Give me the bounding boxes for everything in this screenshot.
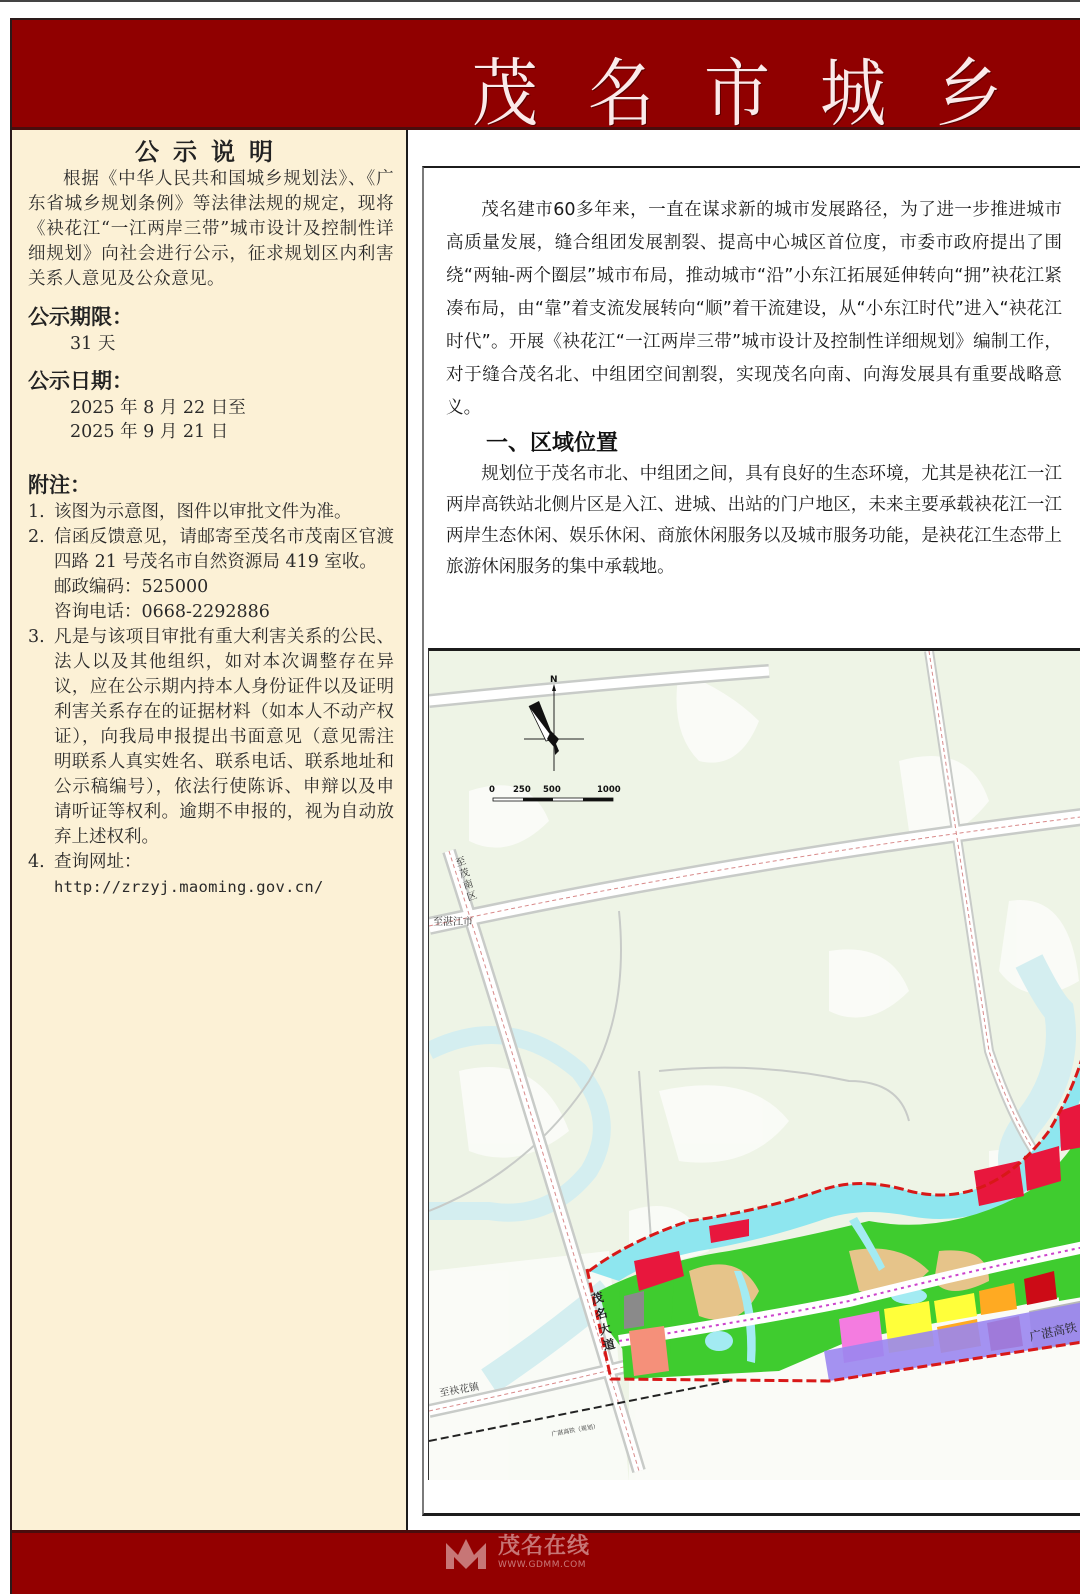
- label-railway: 广湛高铁（规划）: [550, 1422, 600, 1439]
- notice-sidebar: [12, 130, 408, 1530]
- note-body: [54, 525, 394, 625]
- period-label: 公示期限：: [28, 305, 133, 329]
- poster-header: [12, 20, 1080, 130]
- scale-bar: [493, 798, 613, 801]
- notice-title: 公示说明: [135, 138, 287, 166]
- watermark-text: [498, 1535, 590, 1571]
- notice-intro: 根据《中华人民共和国城乡规划法》、《广东省城乡规划条例》等法律法规的规定，现将《袂花江“一江两岸三带”城市设计及控制性详细规划》向社会进行公示，征求规划区内利害关系人意见及公众意见。: [28, 169, 394, 289]
- content-box: [422, 166, 1080, 1516]
- public-block: [629, 1326, 669, 1376]
- map-graphic: [429, 651, 1080, 1480]
- label-to-maonan: 至茂南区: [451, 855, 478, 905]
- note-item: [28, 500, 394, 525]
- scale-tick-label: 1000: [597, 785, 621, 795]
- top-strip: [0, 0, 1080, 18]
- note-item: [28, 525, 394, 625]
- note-body: [54, 850, 394, 900]
- date-to: 2025 年 9 月 21 日: [70, 422, 229, 442]
- phone-number: 咨询电话：0668-2292886: [54, 602, 270, 622]
- north-label: N: [550, 675, 558, 685]
- date-from: 2025 年 8 月 22 日至: [70, 398, 246, 418]
- content-text: [446, 194, 1062, 583]
- label-maoming-avenue: 茂名大道: [588, 1290, 618, 1356]
- scale-tick-label: 250: [513, 785, 531, 795]
- note-item: [28, 850, 394, 900]
- scale-tick-label: 500: [543, 785, 561, 795]
- label-to-zhanjiang: 至湛江市: [433, 917, 473, 928]
- period-value: 31 天: [70, 334, 116, 354]
- watermark: [442, 1533, 590, 1573]
- label-to-meihua: 至袂花镇: [438, 1381, 480, 1400]
- section-title: 一、区域位置: [486, 431, 619, 456]
- note-number: 2.: [28, 527, 45, 547]
- note-text: 信函反馈意见，请邮寄至茂名市茂南区官渡四路 21 号茂名市自然资源局 419 室收。: [54, 527, 394, 572]
- watermark-url: WWW.GDMM.COM: [498, 1560, 586, 1570]
- poster-frame: [10, 18, 1080, 1594]
- note-text: 凡是与该项目审批有重大利害关系的公民、法人以及其他组织，如对本次调整存在异议，应在公示期内持本人身份证件以及证明利害关系存在的证据材料（如本人不动产权证），向我局申报提出书面意见（意见需注明联系人真实姓名、联系电话、联系地址和公示稿编号），依法行使陈诉、申辩以及申请听证等权利。逾期不申报的，视为自动放弃上述权利。: [54, 627, 394, 847]
- notes-label: 附注：: [28, 473, 91, 497]
- dates-label: 公示日期：: [28, 369, 133, 393]
- note-number: 1.: [28, 502, 45, 522]
- watermark-cn: 茂名在线: [498, 1534, 591, 1559]
- note-item: [28, 625, 394, 850]
- note-number: 3.: [28, 627, 45, 647]
- intro-paragraph: 茂名建市60多年来，一直在谋求新的城市发展路径，为了进一步推进城市高质量发展，缝合组团发展割裂、提高中心城区首位度，市委市政府提出了围绕“两轴-两个圈层”城市布局，推动城市“沿”小东江拓展延伸转向“拥”袂花江紧凑布局，由“靠”着支流发展转向“顺”着干流建设，从“小东江时代”进入“袂花江时代”。开展《袂花江“一江两岸三带”城市设计及控制性详细规划》编制工作，对于缝合茂名北、中组团空间割裂，实现茂名向南、向海发展具有重要战略意义。: [446, 200, 1062, 418]
- note-number: 4.: [28, 852, 45, 872]
- watermark-logo-icon: [442, 1535, 490, 1571]
- label-hsr: 广湛高铁: [1028, 1320, 1079, 1344]
- note-text: 该图为示意图，图件以审批文件为准。: [54, 502, 352, 522]
- poster-title: 茂名市城乡: [472, 50, 1052, 130]
- poster-footer: [12, 1530, 1080, 1594]
- note-text: 查询网址：: [54, 852, 142, 872]
- section-body: 规划位于茂名市北、中组团之间，具有良好的生态环境，尤其是袂花江一江两岸高铁站北侧片区是入江、进城、出站的门户地区，未来主要承载袂花江一江两岸生态休闲、娱乐休闲、商旅休闲服务以及城市服务功能，是袂花江生态带上旅游休闲服务的集中承载地。: [446, 464, 1062, 577]
- postcode: 邮政编码：525000: [54, 577, 209, 597]
- utility-block: [624, 1291, 644, 1329]
- content-panel: [408, 130, 1080, 1530]
- scale-tick-label: 0: [489, 785, 495, 795]
- planning-map[interactable]: [428, 648, 1080, 1480]
- query-url-link[interactable]: http://zrzyj.maoming.gov.cn/: [54, 878, 324, 896]
